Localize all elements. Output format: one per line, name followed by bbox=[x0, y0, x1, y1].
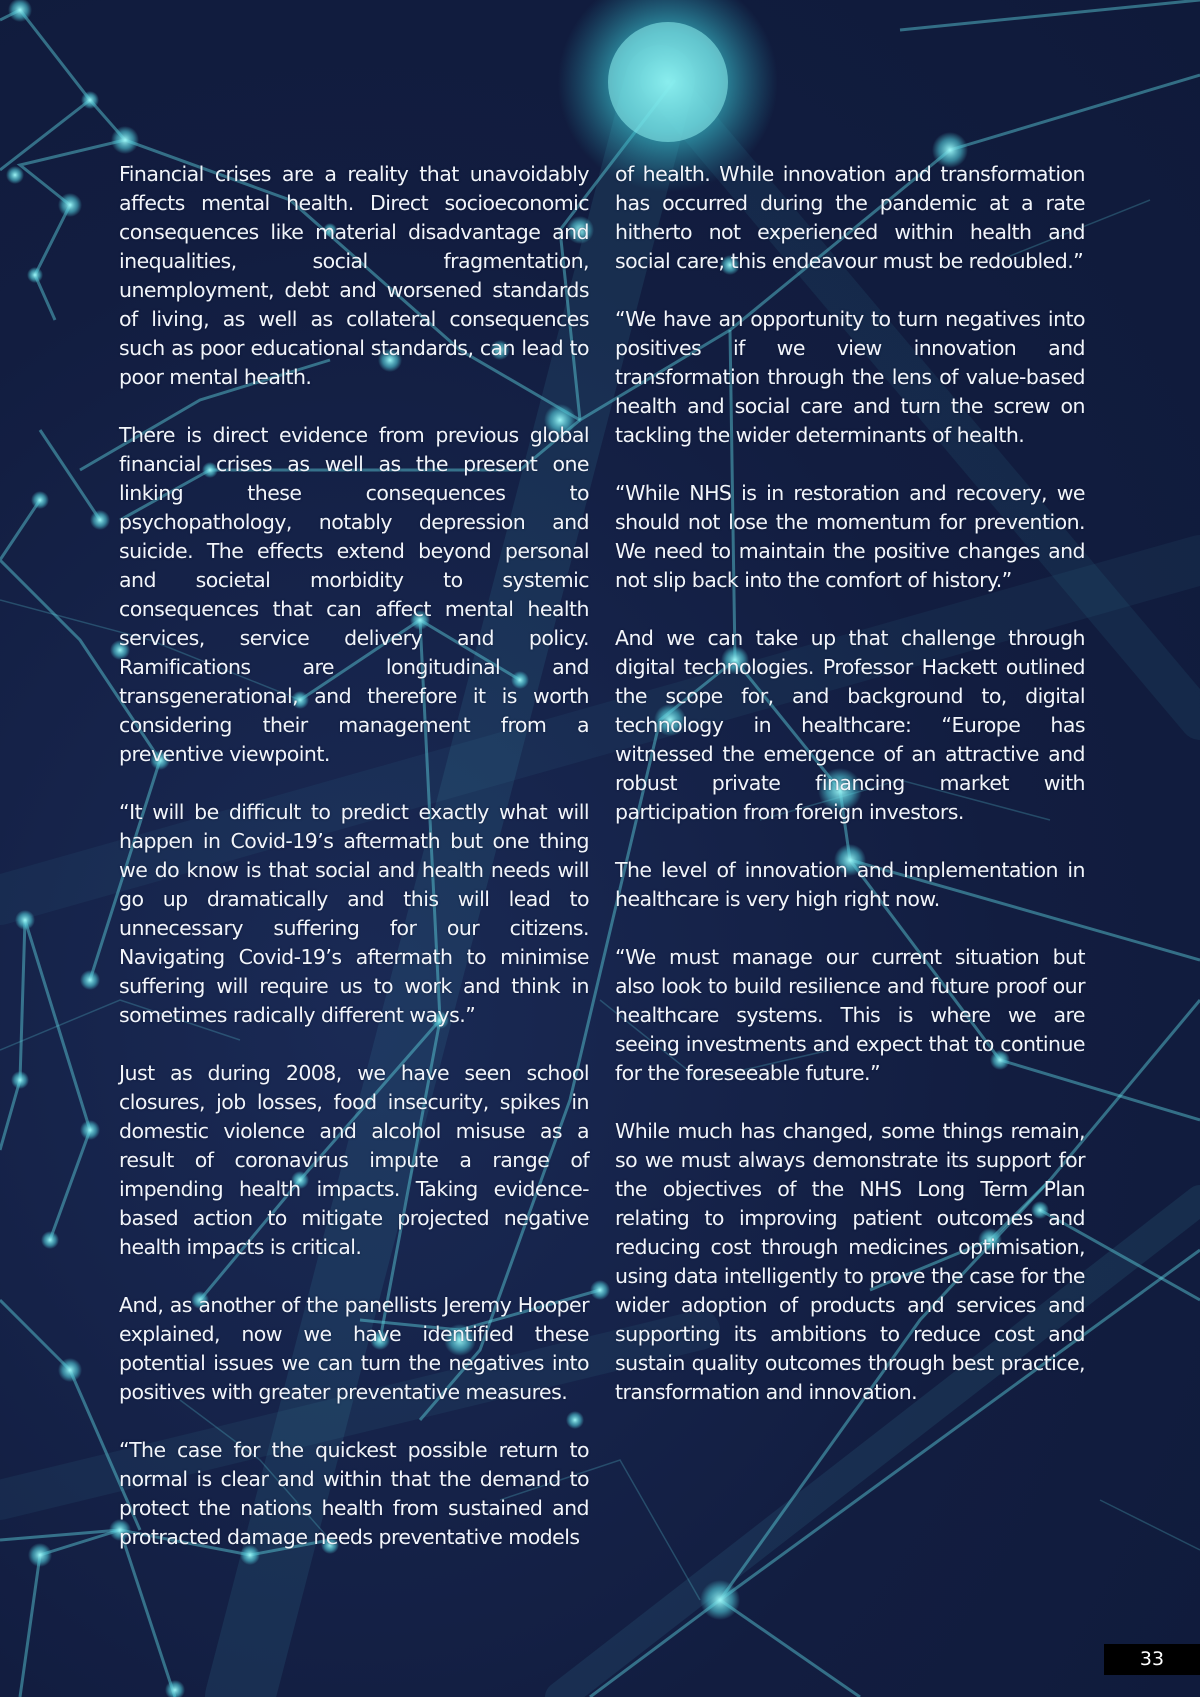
paragraph: And we can take up that challenge through digital technologies. Professor Hackett outlined the scope for, and background to, digital technology in healthcare: “Europe has witnessed the emergence of an attractive and robust private financing market with participation from foreign investors. bbox=[615, 626, 1085, 824]
paragraph: And, as another of the panellists Jeremy Hooper explained, now we have identified these potential issues we can turn the negatives into positives with greater preventative measures. bbox=[119, 1293, 589, 1404]
paragraph: “While NHS is in restoration and recovery, we should not lose the momentum for prevention. We need to maintain the positive changes and not slip back into the comfort of history.” bbox=[615, 481, 1085, 592]
paragraph: The level of innovation and implementation in healthcare is very high right now. bbox=[615, 858, 1085, 911]
paragraph: “We have an opportunity to turn negatives into positives if we view innovation and transformation through the lens of value-based health and social care and turn the screw on tackling the wider determinants of health. bbox=[615, 307, 1085, 447]
paragraph: “It will be difficult to predict exactly what will happen in Covid-19’s aftermath but one thing we do know is that social and health needs will go up dramatically and this will lead to unnecessary suffering for our citizens. Navigating Covid-19’s aftermath to minimise suffering will require us to work and think in sometimes radically different ways.” bbox=[119, 800, 589, 1027]
paragraph: While much has changed, some things remain, so we must always demonstrate its support for the objectives of the NHS Long Term Plan relating to improving patient outcomes and reducing cost through medicines optimisation, using data intelligently to prove the case for the wider adoption of products and services and supporting its ambitions to reduce cost and sustain quality outcomes through best practice, transformation and innovation. bbox=[615, 1119, 1085, 1404]
paragraph: “The case for the quickest possible return to normal is clear and within that the demand to protect the nations health from sustained and protracted damage needs preventative models bbox=[119, 1438, 589, 1549]
paragraph: There is direct evidence from previous global financial crises as well as the present one linking these consequences to psychopathology, notably depression and suicide. The effects extend beyond personal and societal morbidity to systemic consequences that can affect mental health services, service delivery and policy. Ramifications are longitudinal and transgenerational, and therefore it is worth considering their management from a preventive viewpoint. bbox=[119, 423, 589, 766]
article-column-left bbox=[119, 160, 589, 1581]
paragraph: “We must manage our current situation but also look to build resilience and future proof our healthcare systems. This is where we are seeing investments and expect that to continue for the foreseeable future.” bbox=[615, 945, 1085, 1085]
paragraph: Financial crises are a reality that unavoidably affects mental health. Direct socioeconomic consequences like material disadvantage and inequalities, social fragmentation, unemployment, debt and worsened standards of living, as well as collateral consequences such as poor educational standards, can lead to poor mental health. bbox=[119, 162, 589, 389]
page-number: 33 bbox=[1104, 1644, 1200, 1675]
paragraph: Just as during 2008, we have seen school closures, job losses, food insecurity, spikes in domestic violence and alcohol misuse as a result of coronavirus impute a range of impending health impacts. Taking evidence-based action to mitigate projected negative health impacts is critical. bbox=[119, 1061, 589, 1259]
paragraph: of health. While innovation and transformation has occurred during the pandemic at a rate hitherto not experienced within health and social care; this endeavour must be redoubled.” bbox=[615, 162, 1085, 273]
article-column-right bbox=[615, 160, 1085, 1436]
